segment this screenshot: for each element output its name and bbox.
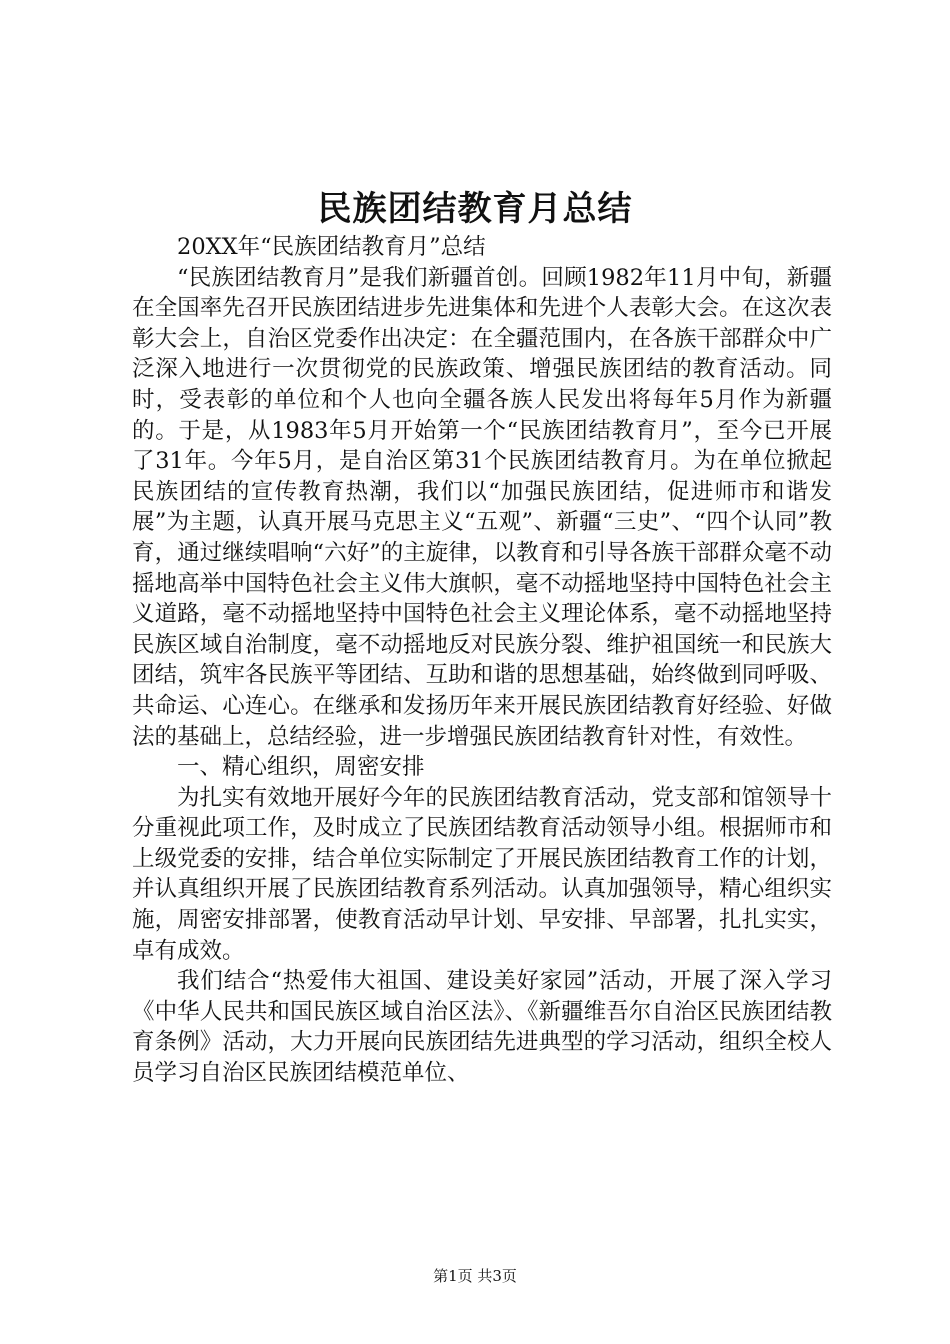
document-body (132, 232, 832, 1089)
document-title: 民族团结教育月总结 (317, 189, 633, 229)
paragraph-intro: “民族团结教育月”是我们新疆首创。回顾1982年11月中旬，新疆在全国率先召开民族团结进步先进集体和先进个人表彰大会。在这次表彰大会上，自治区党委作出决定：在全疆范围内，在各族干部群众中广泛深入地进行一次贯彻党的民族政策、增强民族团结的教育活动。同时，受表彰的单位和个人也向全疆各族人民发出将每年5月作为新疆的。于是，从1983年5月开始第一个“民族团结教育月”，至今已开展了31年。今年5月，是自治区第31个民族团结教育月。为在单位掀起民族团结的宣传教育热潮，我们以“加强民族团结，促进师市和谐发展”为主题，认真开展马克思主义“五观”、新疆“三史”、“四个认同”教育，通过继续唱响“六好”的主旋律，以教育和引导各族干部群众毫不动摇地高举中国特色社会主义伟大旗帜，毫不动摇地坚持中国特色社会主义道路，毫不动摇地坚持中国特色社会主义理论体系，毫不动摇地坚持民族区域自治制度，毫不动摇地反对民族分裂、维护祖国统一和民族大团结，筑牢各民族平等团结、互助和谐的思想基础，始终做到同呼吸、共命运、心连心。在继承和发扬历年来开展民族团结教育好经验、好做法的基础上，总结经验，进一步增强民族团结教育针对性，有效性。 (132, 264, 832, 750)
section-heading-1: 一、精心组织，周密安排 (177, 754, 425, 781)
paragraph-subtitle: 20XX年“民族团结教育月”总结 (177, 234, 486, 260)
page-footer: 第1页 共3页 (433, 1267, 517, 1285)
paragraph-activities: 我们结合“热爱伟大祖国、建设美好家园”活动，开展了深入学习《中华人民共和国民族区域自治区法》、《新疆维吾尔自治区民族团结教育条例》活动，大力开展向民族团结先进典型的学习活动，组织全校人员学习自治区民族团结模范单位、 (132, 968, 832, 1087)
paragraph-organization: 为扎实有效地开展好今年的民族团结教育活动，党支部和馆领导十分重视此项工作，及时成立了民族团结教育活动领导小组。根据师市和上级党委的安排，结合单位实际制定了开展民族团结教育工作的计划，并认真组织开展了民族团结教育系列活动。认真加强领导，精心组织实施，周密安排部署，使教育活动早计划、早安排、早部署，扎扎实实，卓有成效。 (132, 784, 832, 964)
